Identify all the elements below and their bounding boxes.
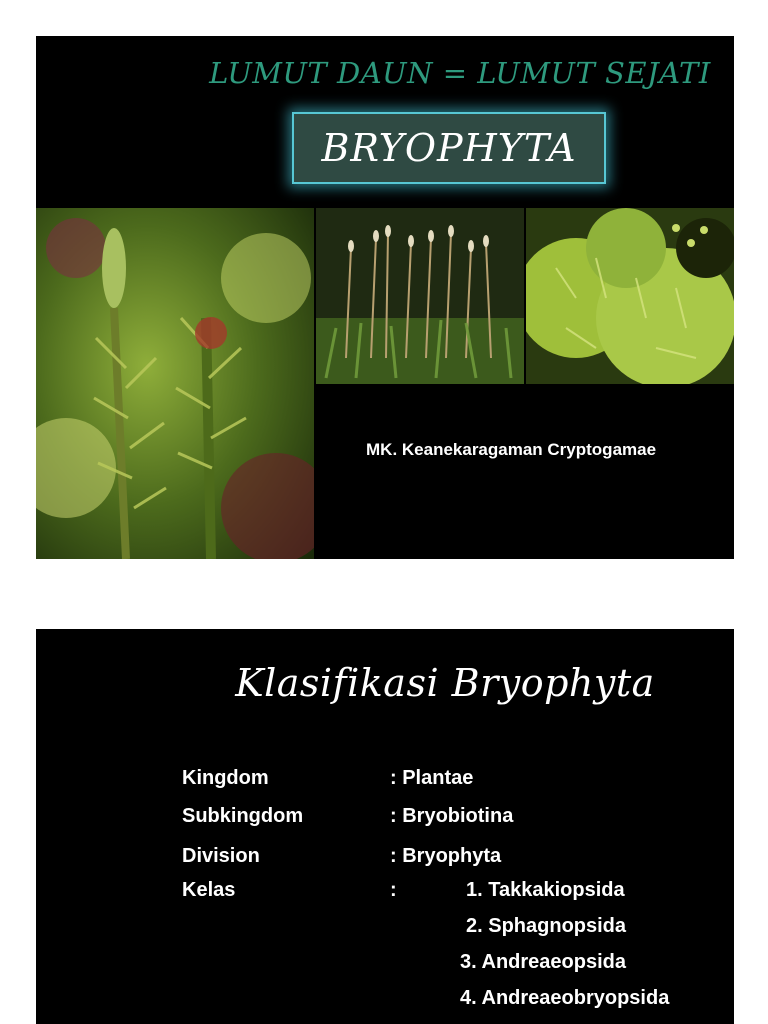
moss-photo-sporophytes bbox=[316, 208, 524, 384]
course-name: MK. Keanekaragaman Cryptogamae bbox=[366, 440, 657, 459]
moss-photo-closeup bbox=[36, 208, 314, 559]
class-item: 4. Andreaeobryopsida bbox=[460, 987, 670, 1009]
kelas-value: : bbox=[390, 879, 397, 901]
slide-title-box: BRYOPHYTA bbox=[292, 112, 606, 184]
class-item: 2. Sphagnopsida bbox=[466, 915, 627, 937]
class-item: 3. Andreaeopsida bbox=[460, 951, 626, 973]
kingdom-value: : Plantae bbox=[390, 767, 474, 789]
subkingdom-value: : Bryobiotina bbox=[390, 805, 514, 827]
division-label: Division bbox=[182, 845, 260, 867]
division-value: : Bryophyta bbox=[390, 845, 502, 867]
class-item: 1. Takkakiopsida bbox=[466, 879, 625, 901]
classification-title: Klasifikasi Bryophyta bbox=[235, 661, 655, 705]
moss-photo-cushion bbox=[526, 208, 734, 384]
title-slide bbox=[36, 36, 734, 559]
classification-slide bbox=[36, 629, 734, 1024]
kelas-label: Kelas bbox=[182, 879, 236, 901]
subkingdom-label: Subkingdom bbox=[182, 805, 304, 827]
kingdom-label: Kingdom bbox=[182, 767, 269, 789]
slide-subtitle: LUMUT DAUN = LUMUT SEJATI bbox=[209, 56, 711, 90]
